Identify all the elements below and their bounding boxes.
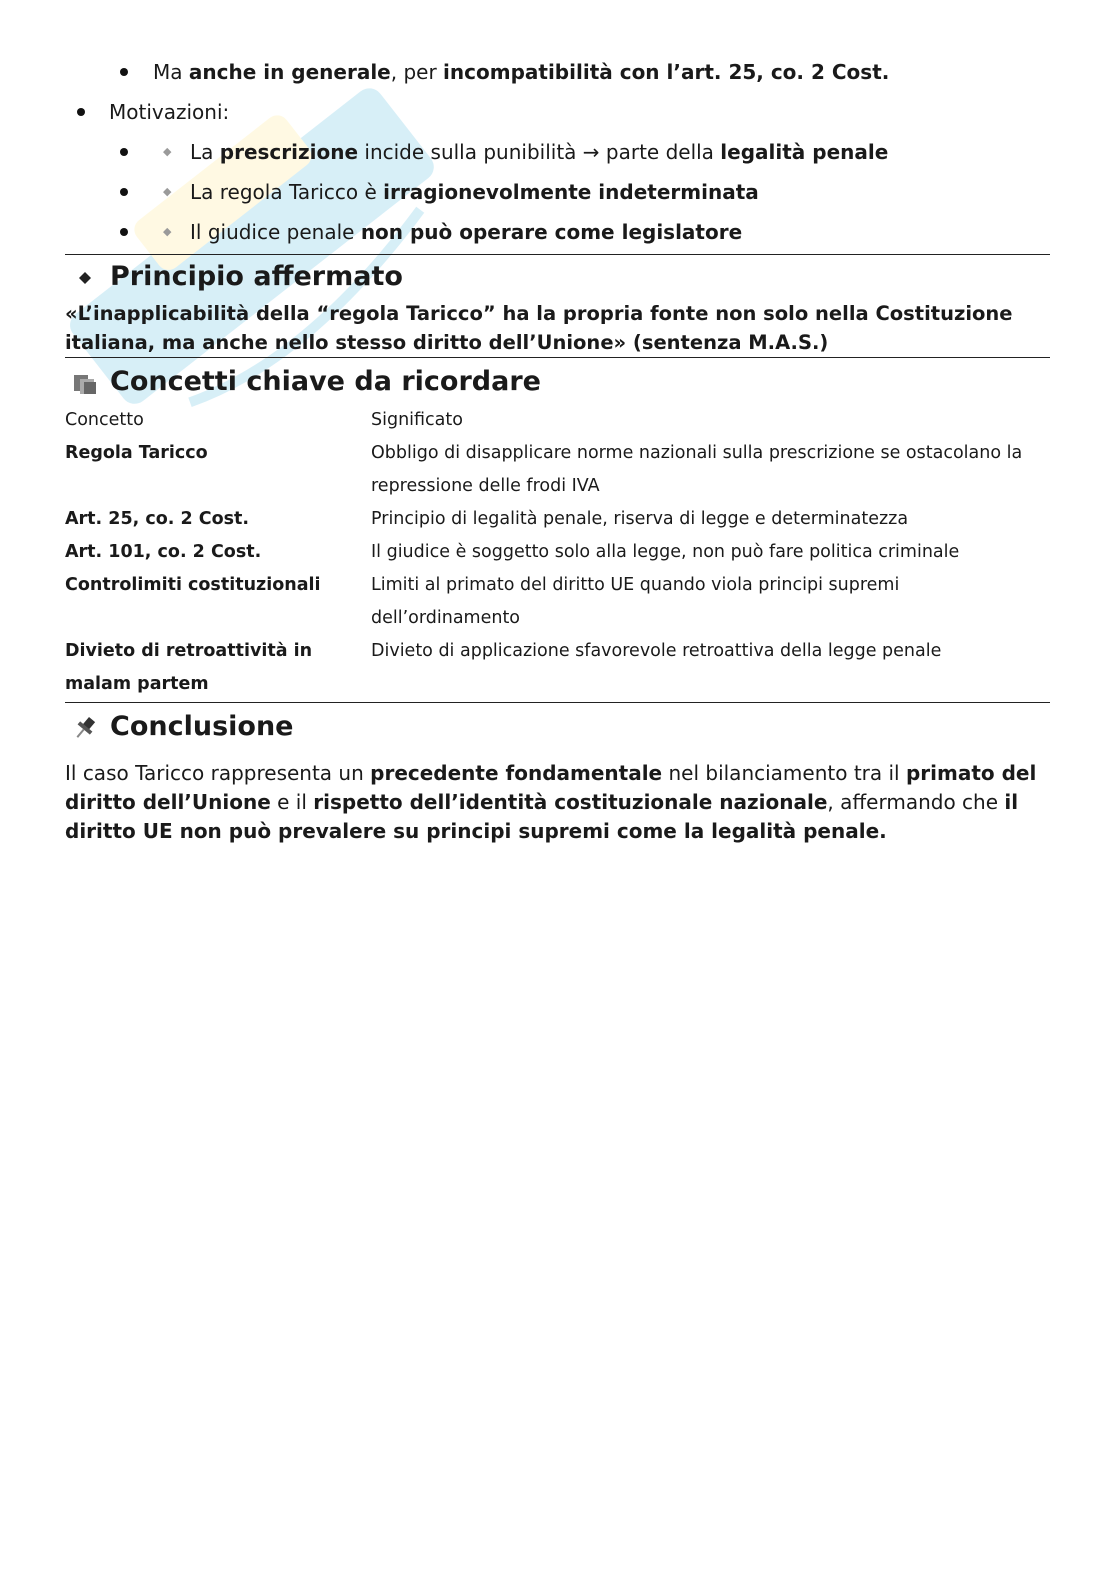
principle-quote: «L’inapplicabilità della “regola Taricco” ha la propria fonte non solo nella Costituzione italiana, ma anche nello stesso diritto dell’Unione» (sentenza M.A.S.) bbox=[65, 302, 1013, 354]
list-item bbox=[65, 172, 1050, 212]
table-row bbox=[65, 503, 1050, 536]
text-segment: nel bilanciamento tra il bbox=[662, 761, 906, 785]
table-row bbox=[65, 437, 1050, 503]
list-item-text bbox=[190, 212, 742, 252]
diamond-bullet-icon: ◆ bbox=[163, 225, 172, 238]
bullet-icon bbox=[120, 188, 128, 196]
list-item-text bbox=[190, 132, 888, 172]
concept-cell: Controlimiti costituzionali bbox=[65, 575, 321, 595]
bold-text: anche in generale bbox=[188, 60, 391, 84]
books-icon bbox=[71, 370, 99, 396]
bold-text: prescrizione bbox=[219, 140, 359, 164]
concept-cell: Divieto di retroattività in malam partem bbox=[65, 641, 313, 694]
section-heading-concetti bbox=[65, 360, 1050, 404]
concept-cell: Art. 101, co. 2 Cost. bbox=[65, 542, 262, 562]
bold-text: irragionevolmente indeterminata bbox=[383, 180, 759, 204]
text-segment: Motivazioni: bbox=[109, 100, 230, 124]
meaning-cell: Principio di legalità penale, riserva di legge e determinatezza bbox=[371, 509, 909, 529]
meaning-cell: Il giudice è soggetto solo alla legge, non può fare politica criminale bbox=[371, 542, 960, 562]
section-title: Concetti chiave da ricordare bbox=[110, 366, 541, 397]
header-significato: Significato bbox=[371, 410, 463, 430]
conclusion-paragraph bbox=[65, 759, 1050, 846]
text-segment: incide sulla punibilità → parte della bbox=[358, 140, 721, 164]
text-segment: , per bbox=[390, 60, 444, 84]
diamond-bullet-icon: ◆ bbox=[163, 185, 172, 198]
meaning-cell: Divieto di applicazione sfavorevole retroattiva della legge penale bbox=[371, 641, 942, 661]
list-item bbox=[65, 52, 1050, 92]
table-row bbox=[65, 635, 1050, 701]
text-segment: La bbox=[190, 140, 220, 164]
bullet-icon bbox=[120, 68, 128, 76]
bullet-icon bbox=[120, 228, 128, 236]
text-segment: Ma bbox=[153, 60, 189, 84]
concept-cell: Art. 25, co. 2 Cost. bbox=[65, 509, 250, 529]
bullet-icon bbox=[120, 148, 128, 156]
divider bbox=[65, 702, 1050, 703]
document-content bbox=[65, 52, 1050, 846]
text-segment: La regola Taricco è bbox=[190, 180, 384, 204]
list-item-text bbox=[109, 92, 229, 132]
list-item-text bbox=[153, 52, 889, 92]
concept-cell: Regola Taricco bbox=[65, 443, 208, 463]
bold-text: precedente fondamentale bbox=[370, 761, 663, 785]
text-segment: Il giudice penale bbox=[190, 220, 361, 244]
divider bbox=[65, 357, 1050, 358]
bullet-list bbox=[65, 52, 1050, 252]
list-item bbox=[65, 92, 1050, 132]
section-heading-principio bbox=[65, 255, 1050, 299]
bold-text: primato del diritto dell’Unione bbox=[65, 761, 1037, 814]
pushpin-icon bbox=[71, 715, 99, 741]
bold-text: legalità penale bbox=[720, 140, 889, 164]
bullet-icon bbox=[77, 108, 85, 116]
bold-text: rispetto dell’identità costituzionale nazionale bbox=[313, 790, 828, 814]
key-concepts-table bbox=[65, 404, 1050, 701]
section-heading-conclusione bbox=[65, 705, 1050, 749]
list-item bbox=[65, 132, 1050, 172]
table-row bbox=[65, 569, 1050, 635]
text-segment: , affermando che bbox=[827, 790, 1005, 814]
meaning-cell: Obbligo di disapplicare norme nazionali sulla prescrizione se ostacolano la repressione delle frodi IVA bbox=[371, 443, 1023, 496]
table-row bbox=[65, 536, 1050, 569]
diamond-icon bbox=[71, 265, 99, 291]
bold-text: incompatibilità con l’art. 25, co. 2 Cost. bbox=[443, 60, 890, 84]
bold-text: il diritto UE non può prevalere su principi supremi come la legalità penale. bbox=[65, 790, 1019, 843]
table-header-row bbox=[65, 404, 1050, 437]
diamond-bullet-icon: ◆ bbox=[163, 145, 172, 158]
text-segment: e il bbox=[270, 790, 314, 814]
meaning-cell: Limiti al primato del diritto UE quando viola principi supremi dell’ordinamento bbox=[371, 575, 900, 628]
bold-text: non può operare come legislatore bbox=[360, 220, 743, 244]
text-segment: Il caso Taricco rappresenta un bbox=[65, 761, 371, 785]
section-title: Conclusione bbox=[110, 711, 294, 742]
list-item bbox=[65, 212, 1050, 252]
header-concetto: Concetto bbox=[65, 410, 144, 430]
list-item-text bbox=[190, 172, 759, 212]
section-title: Principio affermato bbox=[110, 261, 403, 292]
